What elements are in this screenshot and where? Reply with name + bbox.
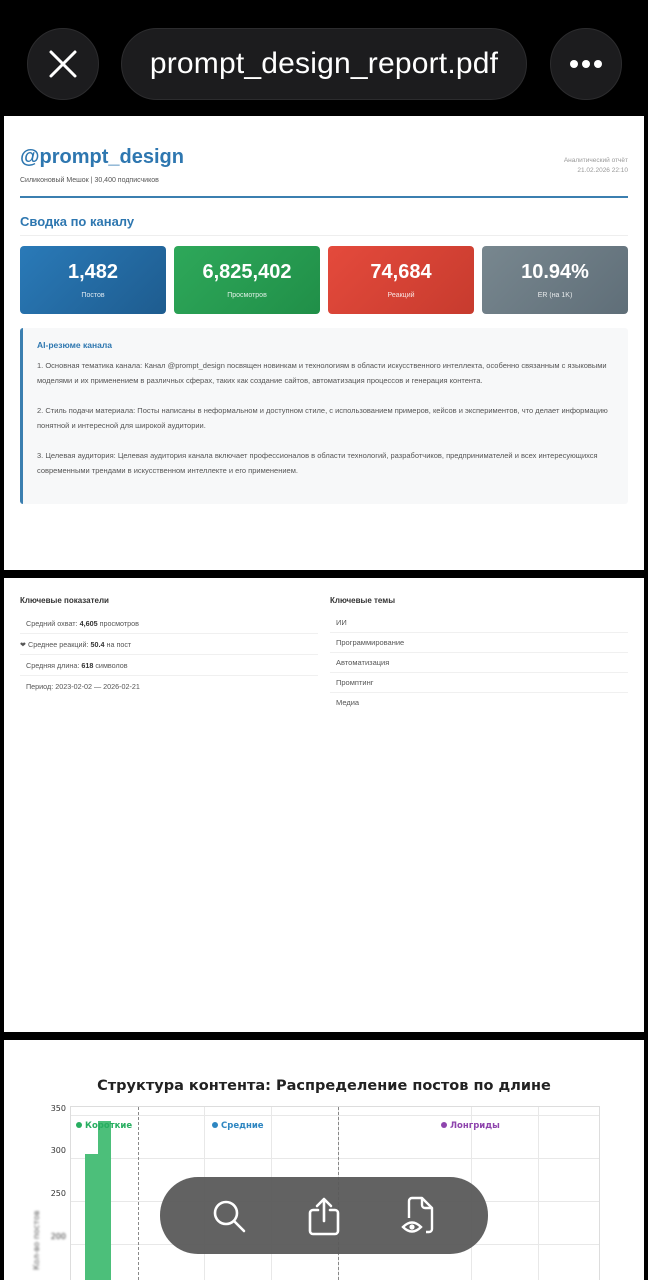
topic-item: Промптинг bbox=[330, 673, 628, 693]
metric-row-avg-reactions bbox=[20, 634, 318, 655]
group-divider bbox=[138, 1107, 139, 1280]
key-topics-title: Ключевые темы bbox=[330, 596, 396, 605]
channel-title: @prompt_design bbox=[20, 146, 184, 168]
legend-dot-icon bbox=[441, 1122, 447, 1128]
report-header bbox=[20, 146, 628, 198]
stat-card-er bbox=[482, 246, 628, 314]
report-meta bbox=[564, 156, 628, 176]
topic-item: Автоматизация bbox=[330, 653, 628, 673]
stat-label: Постов bbox=[81, 292, 105, 299]
channel-subtitle: Силиконовый Мешок | 30,400 подписчиков bbox=[20, 177, 159, 184]
ai-summary-box bbox=[20, 328, 628, 504]
group-label-medium bbox=[212, 1121, 264, 1131]
key-metrics-title: Ключевые показатели bbox=[20, 596, 109, 605]
stat-label: ER (на 1K) bbox=[537, 292, 573, 299]
share-icon bbox=[306, 1196, 342, 1236]
y-tick: 300 bbox=[50, 1146, 66, 1155]
document-preview-button[interactable] bbox=[391, 1188, 447, 1244]
stat-label: Реакций bbox=[387, 292, 415, 299]
floating-toolbar bbox=[160, 1177, 488, 1254]
group-label-text: Средние bbox=[221, 1121, 264, 1131]
y-tick: 250 bbox=[50, 1189, 66, 1198]
metric-label: Период: 2023-02-02 — 2026-02-21 bbox=[26, 682, 140, 691]
share-button[interactable] bbox=[296, 1188, 352, 1244]
legend-dot-icon bbox=[212, 1122, 218, 1128]
bar-short-2 bbox=[98, 1121, 111, 1280]
stat-label: Просмотров bbox=[227, 292, 267, 299]
viewer-top-bar bbox=[0, 0, 648, 115]
chart-title: Структура контента: Распределение постов по длине bbox=[97, 1078, 551, 1094]
pdf-page-1 bbox=[4, 116, 644, 570]
ai-summary-paragraph: 1. Основная тематика канала: Канал @prompt_design посвящен новинкам и технологиям в области искусственного интеллекта, особенно связанным с языковыми моделями и их применением в различных сферах, таких как создание сайтов, автоматизация процессов и генерация контента. bbox=[37, 361, 607, 385]
key-metrics-section bbox=[20, 596, 318, 697]
stat-value: 1,482 bbox=[67, 261, 119, 283]
metric-label: Средняя длина: bbox=[26, 661, 82, 670]
group-label-short bbox=[76, 1121, 132, 1131]
close-button[interactable] bbox=[27, 28, 99, 100]
ai-summary-paragraph: 2. Стиль подачи материала: Посты написаны в неформальном и доступном стиле, с использованием примеров, кейсов и экспериментов, что делает информацию понятной и интересной для широкой аудитории. bbox=[37, 406, 608, 430]
y-tick: 350 bbox=[50, 1104, 66, 1113]
metric-row-period bbox=[20, 676, 318, 697]
group-label-long bbox=[441, 1121, 500, 1131]
file-name-title[interactable]: prompt_design_report.pdf bbox=[121, 28, 527, 100]
search-icon bbox=[211, 1198, 247, 1234]
document-eye-icon bbox=[401, 1196, 437, 1236]
stats-cards bbox=[20, 246, 628, 314]
metric-row-avg-length bbox=[20, 655, 318, 676]
stat-card-views bbox=[174, 246, 320, 314]
y-axis-label: Кол-во постов bbox=[32, 1210, 41, 1270]
metric-label: ❤ Среднее реакций: bbox=[20, 640, 91, 649]
more-ellipsis-icon bbox=[569, 59, 603, 69]
metric-label: Средний охват: bbox=[26, 619, 80, 628]
metric-row-avg-reach bbox=[20, 613, 318, 634]
group-label-text: Короткие bbox=[85, 1121, 133, 1131]
metric-suffix: просмотров bbox=[97, 619, 139, 628]
gridline bbox=[71, 1158, 599, 1159]
stat-value: 6,825,402 bbox=[202, 261, 292, 283]
close-icon bbox=[48, 49, 78, 79]
report-date: 21.02.2026 22:10 bbox=[577, 167, 628, 174]
stat-value: 10.94% bbox=[521, 261, 589, 283]
stat-value: 74,684 bbox=[370, 261, 432, 283]
topic-item: ИИ bbox=[330, 613, 628, 633]
gridline bbox=[71, 1115, 599, 1116]
search-button[interactable] bbox=[201, 1188, 257, 1244]
report-label: Аналитический отчёт bbox=[563, 157, 628, 164]
legend-dot-icon bbox=[76, 1122, 82, 1128]
y-tick: 200 bbox=[50, 1232, 66, 1241]
more-options-button[interactable] bbox=[550, 28, 622, 100]
ai-summary-title: AI-резюме канала bbox=[37, 340, 112, 350]
metric-value: 4,605 bbox=[79, 619, 98, 628]
ai-summary-paragraph: 3. Целевая аудитория: Целевая аудитория канала включает профессионалов в области технологий, разработчиков, предпринимателей и всех интересующихся современными трендами в искусственном интеллекте и его применением. bbox=[37, 451, 598, 475]
stat-card-reactions bbox=[328, 246, 474, 314]
section-title-summary: Сводка по каналу bbox=[20, 214, 628, 236]
metric-value: 50.4 bbox=[90, 640, 105, 649]
metric-suffix: на пост bbox=[104, 640, 132, 649]
topic-item: Программирование bbox=[330, 633, 628, 653]
metric-value: 618 bbox=[81, 661, 94, 670]
pdf-page-2 bbox=[4, 578, 644, 1032]
bar-short-1 bbox=[85, 1154, 98, 1280]
gridline bbox=[538, 1107, 539, 1280]
topic-item: Медиа bbox=[336, 698, 360, 707]
key-topics-section bbox=[330, 596, 628, 713]
group-label-text: Лонгриды bbox=[450, 1121, 500, 1131]
metric-suffix: символов bbox=[93, 661, 128, 670]
stat-card-posts bbox=[20, 246, 166, 314]
